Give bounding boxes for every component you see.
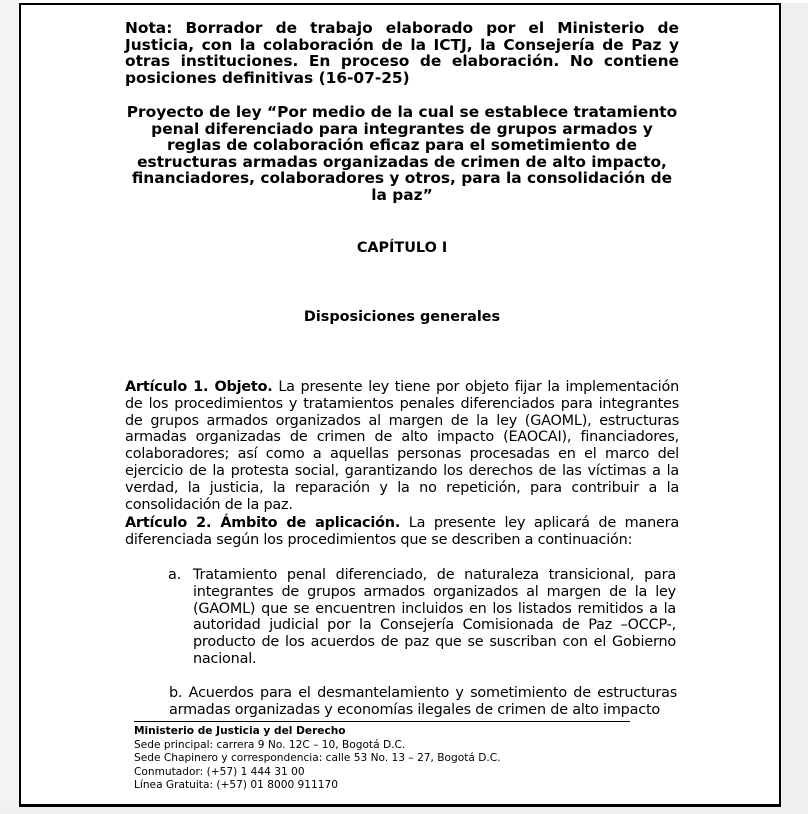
- list-item-marker: b.: [169, 685, 183, 701]
- footer-phone: Conmutador: (+57) 1 444 31 00: [134, 765, 305, 778]
- list-item-marker: a.: [168, 567, 181, 583]
- article-2: [125, 515, 679, 549]
- article-1: [125, 379, 679, 513]
- page-footer: [134, 725, 654, 793]
- document-page: [19, 3, 781, 807]
- article-1-text: La presente ley tiene por objeto fijar la implementación de los procedimientos y tratamientos penales diferenciados para integrantes de grupos armados organizados al margen de la ley (GAOML), estructuras armadas organizadas de crimen de alto impacto (EAOCAI), financiadores, colaboradores; así como a aquellas personas procesadas en el marco del ejercicio de la protesta social, garantizando los derechos de las víctimas a la verdad, la justicia, la reparación y la no repetición, para contribuir a la consolidación de la paz.: [125, 379, 679, 513]
- viewer-background-right: [781, 3, 808, 814]
- footer-divider: [134, 721, 630, 722]
- draft-note: Nota: Borrador de trabajo elaborado por el Ministerio de Justicia, con la colaboración de la ICTJ, la Consejería de Paz y otras instituciones. En proceso de elaboración. No contiene posiciones definitivas (16-07-25): [125, 19, 679, 87]
- article-2-heading: Artículo 2. Ámbito de aplicación.: [125, 515, 401, 531]
- chapter-heading: CAPÍTULO I: [356, 240, 448, 256]
- list-item-body: Acuerdos para el desmantelamiento y sometimiento de estructuras armadas organizadas y economías ilegales de crimen de alto impacto: [169, 685, 677, 718]
- footer-organization: Ministerio de Justicia y del Derecho: [134, 725, 346, 737]
- article-2-text: La presente ley aplicará de manera diferenciada según los procedimientos que se describen a continuación:: [125, 515, 680, 548]
- footer-chapinero-address: Sede Chapinero y correspondencia: calle 53 No. 13 – 27, Bogotá D.C.: [134, 752, 501, 765]
- article-1-heading: Artículo 1. Objeto.: [125, 379, 273, 395]
- footer-toll-free: Línea Gratuita: (+57) 01 8000 911170: [134, 779, 338, 792]
- viewer-background-bottom: [0, 807, 808, 814]
- viewer-background-left: [0, 0, 19, 814]
- list-item-text: [125, 685, 677, 719]
- bill-title: Proyecto de ley “Por medio de la cual se establece tratamiento penal diferenciado para integrantes de grupos armados y reglas de colaboración eficaz para el sometimiento de estructuras armadas organizadas de crimen de alto impacto, financiadores, colaboradores y otros, para la consolidación de la paz”: [126, 103, 678, 204]
- section-heading: Disposiciones generales: [303, 309, 501, 325]
- footer-main-address: Sede principal: carrera 9 No. 12C – 10, Bogotá D.C.: [134, 738, 406, 751]
- list-item: [125, 685, 677, 719]
- list-item-text: Tratamiento penal diferenciado, de naturaleza transicional, para integrantes de grupos armados organizados al margen de la ley (GAOML) que se encuentren incluidos en los listados remitidos a la autoridad judicial por la Consejería Comisionada de Paz –OCCP-, producto de los acuerdos de paz que se suscriban con el Gobierno nacional.: [193, 567, 676, 667]
- list-item: [168, 567, 676, 668]
